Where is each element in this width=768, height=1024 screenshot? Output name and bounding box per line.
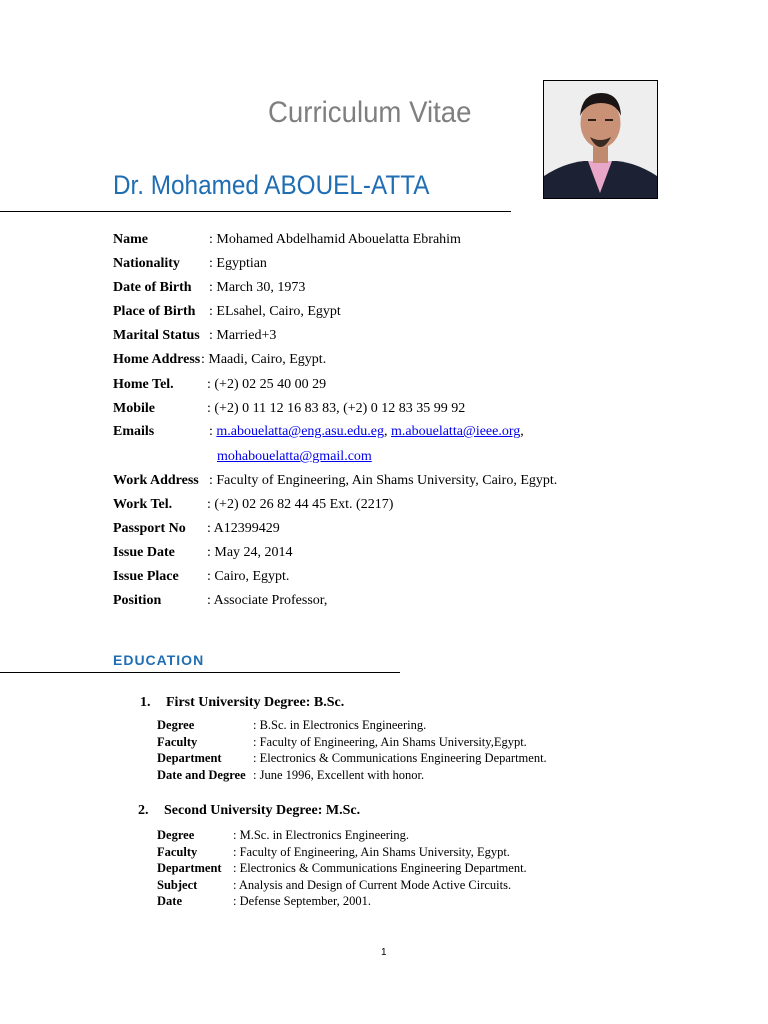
info-label: Mobile (113, 401, 155, 416)
degree-detail-value: : Faculty of Engineering, Ain Shams University, Egypt. (233, 844, 510, 859)
degree-detail-label: Faculty (157, 734, 198, 749)
degree-detail-value: : M.Sc. in Electronics Engineering. (233, 828, 410, 842)
page-number: 1 (381, 947, 387, 958)
info-label: Date of Birth (113, 280, 192, 295)
email-link-gmail[interactable]: mohabouelatta@gmail.com (217, 449, 372, 464)
degree-detail-label: Department (157, 861, 222, 875)
degree-title: Second University Degree: M.Sc. (164, 803, 361, 818)
info-label: Issue Date (113, 545, 175, 560)
emails-colon: : (209, 424, 213, 439)
info-label: Issue Place (113, 569, 179, 584)
degree-detail-label: Date (157, 894, 182, 908)
info-label: Work Tel. (113, 497, 173, 512)
degree-detail-label: Subject (157, 877, 198, 892)
info-value: : Associate Professor, (207, 593, 328, 608)
info-value: : May 24, 2014 (207, 545, 293, 560)
info-label: Home Tel. (113, 377, 174, 392)
degree-title: First University Degree: B.Sc. (166, 695, 345, 710)
degree-number: 2. (138, 803, 149, 818)
info-label: Home Address (113, 352, 201, 367)
degree-detail-value: : Defense September, 2001. (233, 894, 372, 908)
degree-detail-value: : June 1996, Excellent with honor. (253, 767, 425, 782)
info-label: Work Address (113, 473, 199, 488)
info-value: : Married+3 (209, 328, 277, 343)
email-link-asu[interactable]: m.abouelatta@eng.asu.edu.eg (216, 424, 385, 439)
info-label: Place of Birth (113, 304, 196, 319)
degree-detail-value: : Electronics & Communications Engineering Department. (233, 861, 527, 875)
degree-detail-label: Date and Degree (157, 767, 246, 782)
education-heading: EDUCATION (113, 652, 205, 668)
info-label: Passport No (113, 521, 186, 536)
info-label: Name (113, 232, 148, 247)
email-link-ieee[interactable]: m.abouelatta@ieee.org (391, 424, 521, 439)
cv-title: Curriculum Vitae (268, 96, 472, 129)
info-value: : (+2) 02 26 82 44 45 Ext. (2217) (207, 497, 394, 512)
email-separator: , (384, 424, 388, 439)
info-value: : Maadi, Cairo, Egypt. (201, 352, 327, 367)
info-value: : A12399429 (207, 521, 280, 536)
info-value: : Cairo, Egypt. (207, 569, 290, 584)
emails-row-continued (217, 449, 372, 465)
degree-detail-label: Faculty (157, 844, 198, 859)
degree-detail-value: : Faculty of Engineering, Ain Shams University,Egypt. (253, 734, 527, 749)
person-portrait-icon (544, 81, 657, 198)
degree-detail-value: : Analysis and Design of Current Mode Active Circuits. (233, 877, 512, 892)
info-value: : March 30, 1973 (209, 280, 306, 295)
degree-number: 1. (140, 695, 151, 710)
info-label: Marital Status (113, 328, 200, 343)
degree-detail-label: Degree (157, 828, 195, 842)
degree-detail-label: Degree (157, 718, 195, 732)
degree-detail-value: : B.Sc. in Electronics Engineering. (253, 718, 427, 732)
degree-detail-label: Department (157, 751, 222, 765)
info-value: : (+2) 0 11 12 16 83 83, (+2) 0 12 83 35 99 92 (207, 401, 466, 416)
info-value: : (+2) 02 25 40 00 29 (207, 377, 327, 392)
info-value: : ELsahel, Cairo, Egypt (209, 304, 341, 319)
info-value: : Faculty of Engineering, Ain Shams University, Cairo, Egypt. (209, 473, 558, 488)
info-label: Position (113, 593, 162, 608)
name-underline (0, 211, 511, 212)
education-underline (0, 672, 400, 673)
info-label: Nationality (113, 256, 180, 271)
info-value: : Mohamed Abdelhamid Abouelatta Ebrahim (209, 232, 461, 247)
profile-photo (543, 80, 658, 199)
email-trailing-comma: , (520, 424, 524, 439)
info-value: : Egyptian (209, 256, 267, 271)
person-name-heading: Dr. Mohamed ABOUEL-ATTA (113, 170, 430, 200)
degree-detail-value: : Electronics & Communications Engineering Department. (253, 751, 547, 765)
emails-label: Emails (113, 424, 155, 439)
